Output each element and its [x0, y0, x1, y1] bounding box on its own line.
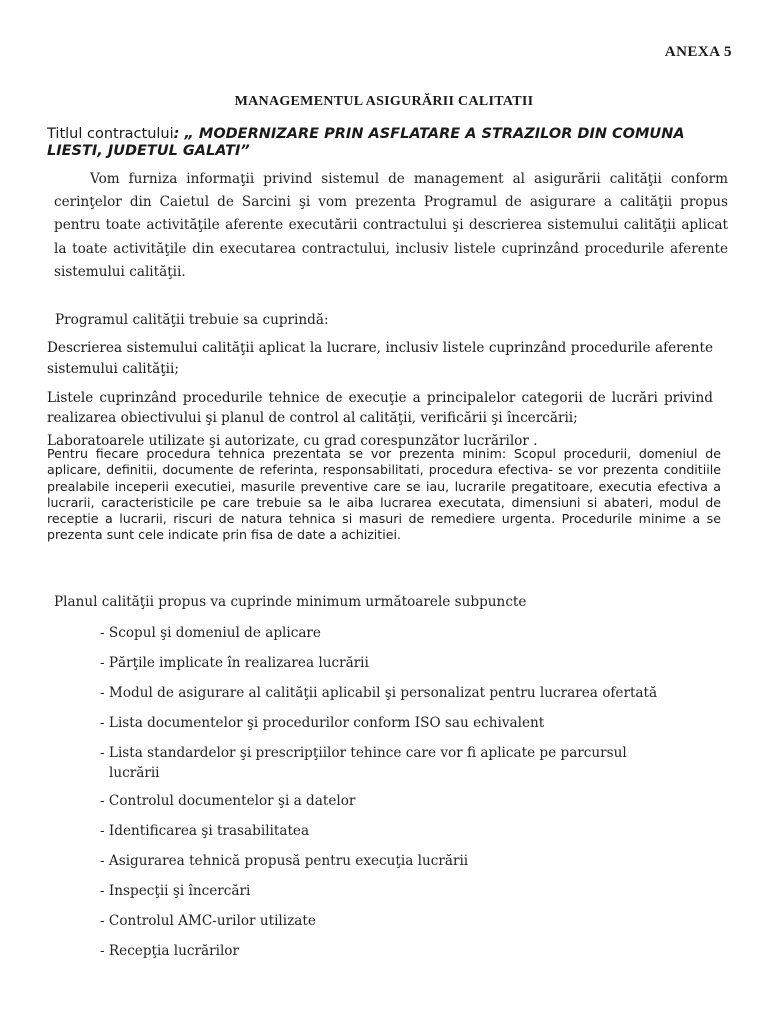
list-item: - Modul de asigurare al calităţii aplicabil şi personalizat pentru lucrarea ofertată	[100, 685, 658, 701]
list-item: - Lista documentelor şi procedurilor conform ISO sau echivalent	[100, 715, 545, 731]
list-item: - Asigurarea tehnică propusă pentru execuţia lucrării	[100, 853, 469, 869]
list-item-text: - Lista standardelor şi prescripţiilor tehince care vor fi aplicate pe parcursul lucrării	[100, 745, 627, 781]
program-heading: Programul calităţii trebuie sa cuprindă:	[55, 312, 329, 328]
list-item: - Identificarea şi trasabilitatea	[100, 823, 310, 839]
program-item: Listele cuprinzând procedurile tehnice de execuţie a principalelor categorii de lucrări privind realizarea obiectivului şi planul de control al calităţii, verificării şi încercării;	[47, 390, 713, 426]
list-item: - Scopul şi domeniul de aplicare	[100, 625, 321, 641]
list-item: - Inspecţii şi încercări	[100, 883, 251, 899]
intro-paragraph: Vom furniza informaţii privind sistemul de management al asigurării calităţii conform cerinţelor din Caietul de Sarcini şi vom prezenta Programul de asigurare a calităţii propus pentru toate activităţile aferente executării contractului şi descrierea sistemului calităţii aplicat la toate activităţile din executarea contractului, inclusiv listele cuprinzând procedurile aferente sistemului calităţii.	[54, 171, 728, 280]
list-item: - Controlul documentelor şi a datelor	[100, 793, 356, 809]
list-item: - Recepţia lucrărilor	[100, 943, 239, 959]
annex-label: ANEXA 5	[664, 44, 732, 60]
list-item	[100, 743, 680, 783]
procedure-paragraph: Pentru fiecare procedura tehnica prezentata se vor prezenta minim: Scopul procedurii, domeniul de aplicare, definitii, documente de referinta, responsabilitati, procedura efectiva- se vor prezenta conditiile prealabile inceperii executiei, masurile preventive care se iau, lucrarile pregatitoare, executia efectiva a lucrarii, caracteristicile pe care trebuie sa le aiba lucrarea executata, dimensiuni si abateri, modul de receptie a lucrarii, riscuri de natura tehnica si masuri de remediere urgenta. Procedurile minime a se prezenta sunt cele indicate prin fisa de date a achizitiei.	[47, 446, 721, 543]
page-title: MANAGEMENTUL ASIGURĂRII CALITATII	[234, 94, 534, 109]
plan-heading: Planul calităţii propus va cuprinde minimum următoarele subpuncte	[54, 594, 527, 610]
contract-title-label: Titlul contractului	[47, 126, 174, 142]
contract-title-value: : „ MODERNIZARE PRIN ASFLATARE A STRAZILOR DIN COMUNA LIESTI, JUDETUL GALATI”	[47, 126, 685, 159]
program-item: Laboratoarele utilizate şi autorizate, cu grad corespunzător lucrărilor .	[47, 433, 538, 449]
contract-title	[47, 126, 733, 160]
list-item: - Controlul AMC-urilor utilizate	[100, 913, 316, 929]
program-item: Descrierea sistemului calităţii aplicat la lucrare, inclusiv listele cuprinzând procedurile aferente sistemului calităţii;	[47, 340, 713, 377]
list-item: - Părţile implicate în realizarea lucrării	[100, 655, 369, 671]
